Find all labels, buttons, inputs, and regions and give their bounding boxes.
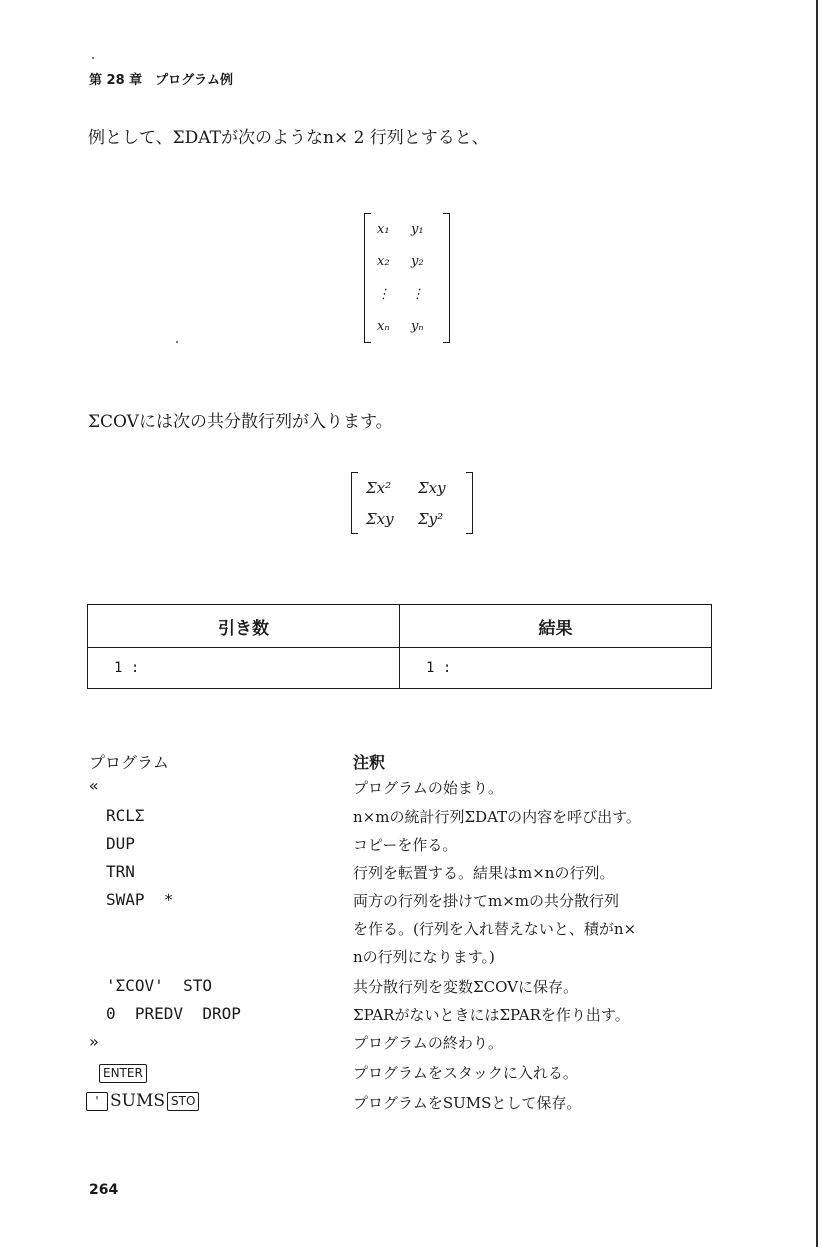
sums-text: SUMS <box>110 1091 166 1111</box>
chapter-heading: 第 28 章 プログラム例 <box>89 73 234 88</box>
matrix-cell: Σxy <box>418 478 446 497</box>
results-cell: 1 : <box>400 648 712 689</box>
program-header: プログラム <box>89 753 169 772</box>
notes-header: 注釈 <box>353 753 386 772</box>
sto-key[interactable]: STO <box>167 1092 199 1111</box>
sums-line <box>86 1091 199 1111</box>
right-bracket <box>443 213 450 343</box>
data-matrix <box>364 213 450 343</box>
enter-note: プログラムをスタックに入れる。 <box>353 1064 578 1082</box>
program-code-line: TRN <box>106 862 135 881</box>
left-bracket <box>364 213 371 343</box>
cov-matrix <box>351 472 473 534</box>
header-results: 結果 <box>400 605 712 648</box>
program-code-line: SWAP * <box>106 890 174 909</box>
program-code-line: RCLΣ <box>106 806 145 825</box>
intro-text: 例として、ΣDATが次のようなn× 2 行列とすると、 <box>88 128 489 148</box>
cov-text: ΣCOVには次の共分散行列が入ります。 <box>88 412 393 432</box>
scan-speck <box>92 57 94 59</box>
enter-key-line <box>99 1063 147 1083</box>
matrix-cell: yₙ <box>411 319 424 335</box>
scan-speck <box>176 341 178 343</box>
matrix-cell: x₂ <box>377 254 390 270</box>
program-note: を作る。(行列を入れ替えないと、積がn× <box>353 920 637 938</box>
program-note: 両方の行列を掛けてm×mの共分散行列 <box>353 892 620 910</box>
matrix-cell: ⋮ <box>411 286 424 302</box>
table-header-row <box>88 605 712 648</box>
argument-table <box>87 604 712 689</box>
program-note: 共分散行列を変数ΣCOVに保存。 <box>353 978 578 996</box>
matrix-cell: y₁ <box>411 221 424 237</box>
program-note: nの行列になります。) <box>353 948 495 966</box>
sums-note: プログラムをSUMSとして保存。 <box>353 1094 582 1112</box>
enter-key[interactable]: ENTER <box>99 1064 147 1083</box>
program-code-line: DUP <box>106 834 135 853</box>
program-note: ΣPARがないときにはΣPARを作り出す。 <box>353 1006 630 1024</box>
matrix-cell: Σxy <box>366 509 394 528</box>
page-edge-line <box>816 0 818 1247</box>
quote-key[interactable]: ' <box>86 1092 108 1111</box>
page-number: 264 <box>89 1182 119 1198</box>
matrix-cell: Σy² <box>418 509 444 528</box>
program-code-line: 0 PREDV DROP <box>106 1004 241 1023</box>
matrix-cell: y₂ <box>411 254 424 270</box>
left-bracket <box>351 472 358 534</box>
matrix-cell: Σx² <box>366 478 392 497</box>
program-code-line: » <box>89 1032 99 1051</box>
matrix-cell: ⋮ <box>377 286 390 302</box>
program-code-line: 'ΣCOV' STO <box>106 976 212 995</box>
matrix-cell: x₁ <box>377 221 390 237</box>
table-row <box>88 648 712 689</box>
program-code-line: « <box>89 776 99 795</box>
matrix-cell: xₙ <box>377 319 390 335</box>
arguments-cell: 1 : <box>88 648 400 689</box>
program-note: プログラムの終わり。 <box>353 1034 503 1052</box>
header-arguments: 引き数 <box>88 605 400 648</box>
program-note: コピーを作る。 <box>353 836 458 854</box>
program-note: 行列を転置する。結果はm×nの行列。 <box>353 864 615 882</box>
program-note: n×mの統計行列ΣDATの内容を呼び出す。 <box>353 808 641 826</box>
right-bracket <box>466 472 473 534</box>
program-note: プログラムの始まり。 <box>353 779 503 797</box>
